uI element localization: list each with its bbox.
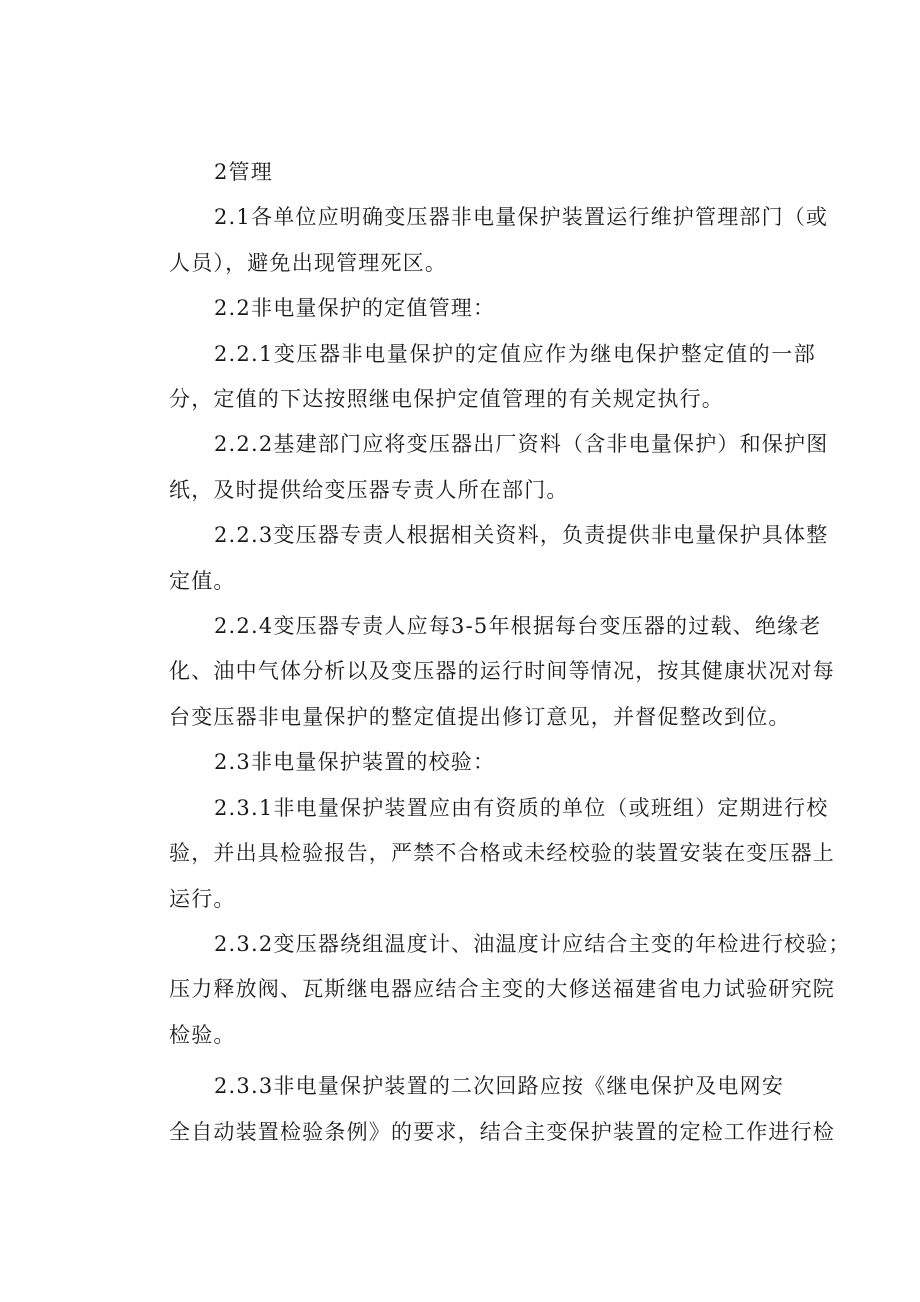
text-line: 纸，及时提供给变压器专责人所在部门。	[169, 477, 569, 502]
document-body	[124, 150, 851, 1155]
text-line: 全自动装置检验条例》的要求，结合主变保护装置的定检工作进行检	[169, 1119, 835, 1144]
text-line: 定值。	[169, 568, 236, 593]
text-line: 2.3非电量保护装置的校验：	[214, 750, 496, 775]
heading-management	[124, 150, 816, 195]
text-line: 2管理	[214, 160, 273, 184]
text-line: 2.2.3变压器专责人根据相关资料，负责提供非电量保护具体整	[214, 523, 829, 548]
paragraph-2-3	[124, 740, 816, 785]
text-line: 运行。	[169, 886, 236, 911]
text-line: 2.2.4变压器专责人应每3-5年根据每台变压器的过载、绝缘老	[214, 614, 822, 639]
text-line: 分，定值的下达按照继电保护定值管理的有关规定执行。	[169, 387, 724, 412]
text-line: 2.2非电量保护的定值管理：	[214, 296, 496, 321]
text-line: 检验。	[169, 1022, 236, 1047]
paragraph-2-2-3	[124, 513, 829, 604]
paragraph-2-3-3	[124, 1064, 835, 1155]
paragraph-2-2	[124, 286, 816, 331]
text-line: 化、油中气体分析以及变压器的运行时间等情况，按其健康状况对每	[169, 659, 835, 684]
text-line: 2.2.2基建部门应将变压器出厂资料（含非电量保护）和保护图	[214, 432, 829, 457]
paragraph-2-2-2	[124, 422, 829, 513]
paragraph-2-2-4	[124, 604, 835, 740]
text-line: 2.1各单位应明确变压器非电量保护装置运行维护管理部门（或	[214, 205, 829, 230]
paragraph-2-3-1	[124, 786, 835, 922]
paragraph-2-3-2	[124, 922, 851, 1058]
paragraph-2-2-1	[124, 332, 816, 423]
text-line: 验，并出具检验报告，严禁不合格或未经校验的装置安装在变压器上	[169, 841, 835, 866]
text-line: 压力释放阀、瓦斯继电器应结合主变的大修送福建省电力试验研究院	[169, 977, 835, 1002]
text-line: 2.2.1变压器非电量保护的定值应作为继电保护整定值的一部	[214, 341, 816, 366]
text-line: 2.3.2变压器绕组温度计、油温度计应结合主变的年检进行校验；	[214, 931, 851, 956]
text-line: 人员），避免出现管理死区。	[169, 250, 448, 275]
paragraph-2-1	[124, 195, 829, 286]
text-line: 台变压器非电量保护的整定值提出修订意见，并督促整改到位。	[169, 704, 791, 729]
text-line: 2.3.3非电量保护装置的二次回路应按《继电保护及电网安	[214, 1074, 785, 1099]
text-line: 2.3.1非电量保护装置应由有资质的单位（或班组）定期进行校	[214, 795, 829, 820]
